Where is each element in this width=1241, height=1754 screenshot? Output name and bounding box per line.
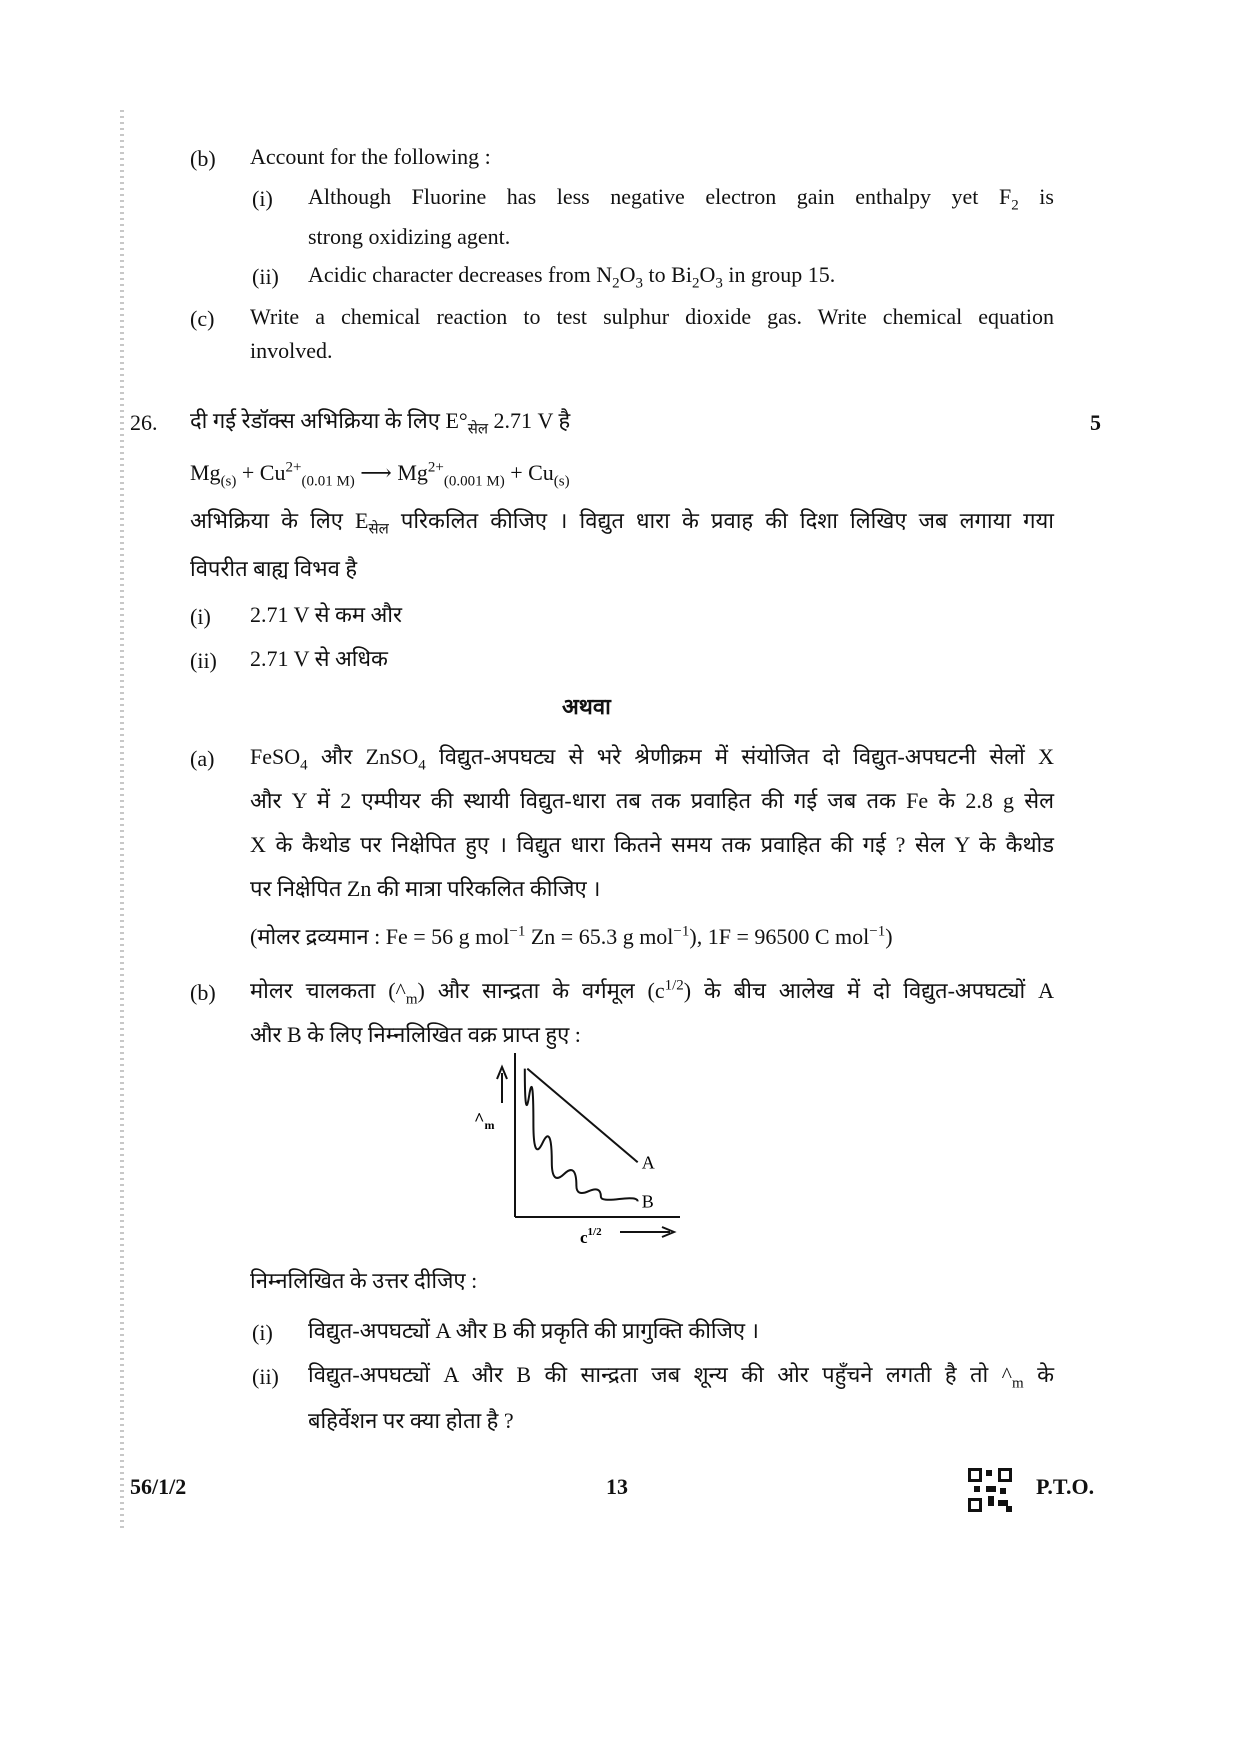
q26-or-heading: अथवा bbox=[562, 694, 611, 719]
q26-b-ii-line1: विद्युत-अपघट्यों A और B की सान्द्रता जब शून्य की ओर पहुँचने लगती है तो $\^{}_m$ के bbox=[308, 1362, 1054, 1392]
q26-a-molar-masses: (मोलर द्रव्यमान : Fe = 56 g mol$^{-1}$ Zn = 65.3 g mol$^{-1}$), 1F = 96500 C mol$^{-1}$) bbox=[250, 923, 893, 949]
q26-b-i-label: (i) bbox=[252, 1320, 273, 1345]
q26-a-line4: पर निक्षेपित Zn की मात्रा परिकलित कीजिए । bbox=[250, 876, 601, 901]
q25-b-i-line2: strong oxidizing agent. bbox=[308, 224, 511, 249]
series-a-label: A bbox=[641, 1152, 655, 1173]
q26-number: 26. bbox=[130, 410, 158, 435]
q26-a-line2: और Y में 2 एम्पीयर की स्थायी विद्युत-धारा तब तक प्रवाहित की गई जब तक Fe के 2.8 g सेल bbox=[250, 788, 1054, 813]
svg-text:^m bbox=[474, 1109, 494, 1132]
footer-paper-code: 56/1/2 bbox=[130, 1474, 187, 1499]
series-b-curve bbox=[525, 1069, 638, 1202]
q26-a-line3: X के कैथोड पर निक्षेपित हुए । विद्युत धारा कितने समय तक प्रवाहित की गई ? सेल Y के कैथोड bbox=[250, 832, 1054, 857]
y-axis-label-sub: m bbox=[484, 1118, 495, 1132]
q26-opt-i: 2.71 V से कम और bbox=[250, 602, 403, 627]
q26-a-label: (a) bbox=[190, 746, 215, 771]
footer-page-number: 13 bbox=[606, 1474, 628, 1499]
q26-marks: 5 bbox=[1090, 410, 1101, 435]
q25-b-ii-text: Acidic character decreases from $N_2O_3$ to $Bi_2O_3$ in group 15. bbox=[308, 262, 836, 292]
q26-b-label: (b) bbox=[190, 980, 216, 1005]
q25-b-ii-label: (ii) bbox=[252, 264, 279, 289]
q25-c-line1: Write a chemical reaction to test sulphur dioxide gas. Write chemical equation bbox=[250, 304, 1054, 329]
q26-a-line1: FeSO$_4$ और ZnSO$_4$ विद्युत-अपघट्य से भरे श्रेणीक्रम में संयोजित दो विद्युत-अपघटनी सेलों X bbox=[250, 744, 1054, 774]
margin-barcode-strip bbox=[120, 110, 124, 1530]
q26-b-ii-label: (ii) bbox=[252, 1364, 279, 1389]
series-b-label: B bbox=[641, 1191, 654, 1212]
q25-c-line2: involved. bbox=[250, 338, 333, 363]
q26-intro: दी गई रेडॉक्स अभिक्रिया के लिए $E^\circ_{सेल}$ 2.71 V है bbox=[190, 408, 571, 438]
q26-opt-i-label: (i) bbox=[190, 604, 211, 629]
q26-para1-line2: विपरीत बाह्य विभव है bbox=[190, 556, 358, 581]
conductivity-chart bbox=[470, 1045, 720, 1245]
x-axis-label: c bbox=[580, 1228, 588, 1245]
q26-b-line2: और B के लिए निम्नलिखित वक्र प्राप्त हुए : bbox=[250, 1022, 581, 1047]
q25-b-i-label: (i) bbox=[252, 186, 273, 211]
qr-code bbox=[968, 1468, 1012, 1512]
q25-b-heading: Account for the following : bbox=[250, 144, 491, 169]
svg-text:c1/2 bbox=[580, 1226, 602, 1245]
series-a-curve bbox=[527, 1069, 637, 1163]
q26-opt-ii-label: (ii) bbox=[190, 648, 217, 673]
q26-b-line1: मोलर चालकता $(\^{}_m)$ और सान्द्रता के वर्गमूल $(c^{1/2})$ के बीच आलेख में दो विद्युत-अपघट्यों A bbox=[250, 977, 1054, 1008]
q25-c-label: (c) bbox=[190, 306, 215, 331]
q26-b-i-text: विद्युत-अपघट्यों A और B की प्रकृति की प्रागुक्ति कीजिए । bbox=[308, 1318, 759, 1343]
q26-opt-ii: 2.71 V से अधिक bbox=[250, 646, 388, 671]
y-axis-label: ^ bbox=[474, 1109, 485, 1129]
q25-b-label: (b) bbox=[190, 146, 216, 171]
footer-pto: P.T.O. bbox=[1036, 1474, 1095, 1499]
q25-b-i-line1: Although Fluorine has less negative electron gain enthalpy yet $F_2$ is bbox=[308, 184, 1054, 214]
x-axis-label-sup: 1/2 bbox=[587, 1226, 602, 1238]
q26-equation: $Mg_{(s)} + Cu^{2+}_{(0.01 M)}$ ⟶ $Mg^{2+}_{(0.001 M)} + Cu_{(s)}$ bbox=[190, 459, 570, 490]
q26-b-ii-line2: बहिर्वेशन पर क्या होता है ? bbox=[308, 1408, 514, 1433]
q26-para1-line1: अभिक्रिया के लिए $E_{सेल}$ परिकलित कीजिए । विद्युत धारा के प्रवाह की दिशा लिखिए जब लगाया गया bbox=[190, 508, 1054, 538]
q26-b-answer-prompt: निम्नलिखित के उत्तर दीजिए : bbox=[250, 1268, 478, 1293]
